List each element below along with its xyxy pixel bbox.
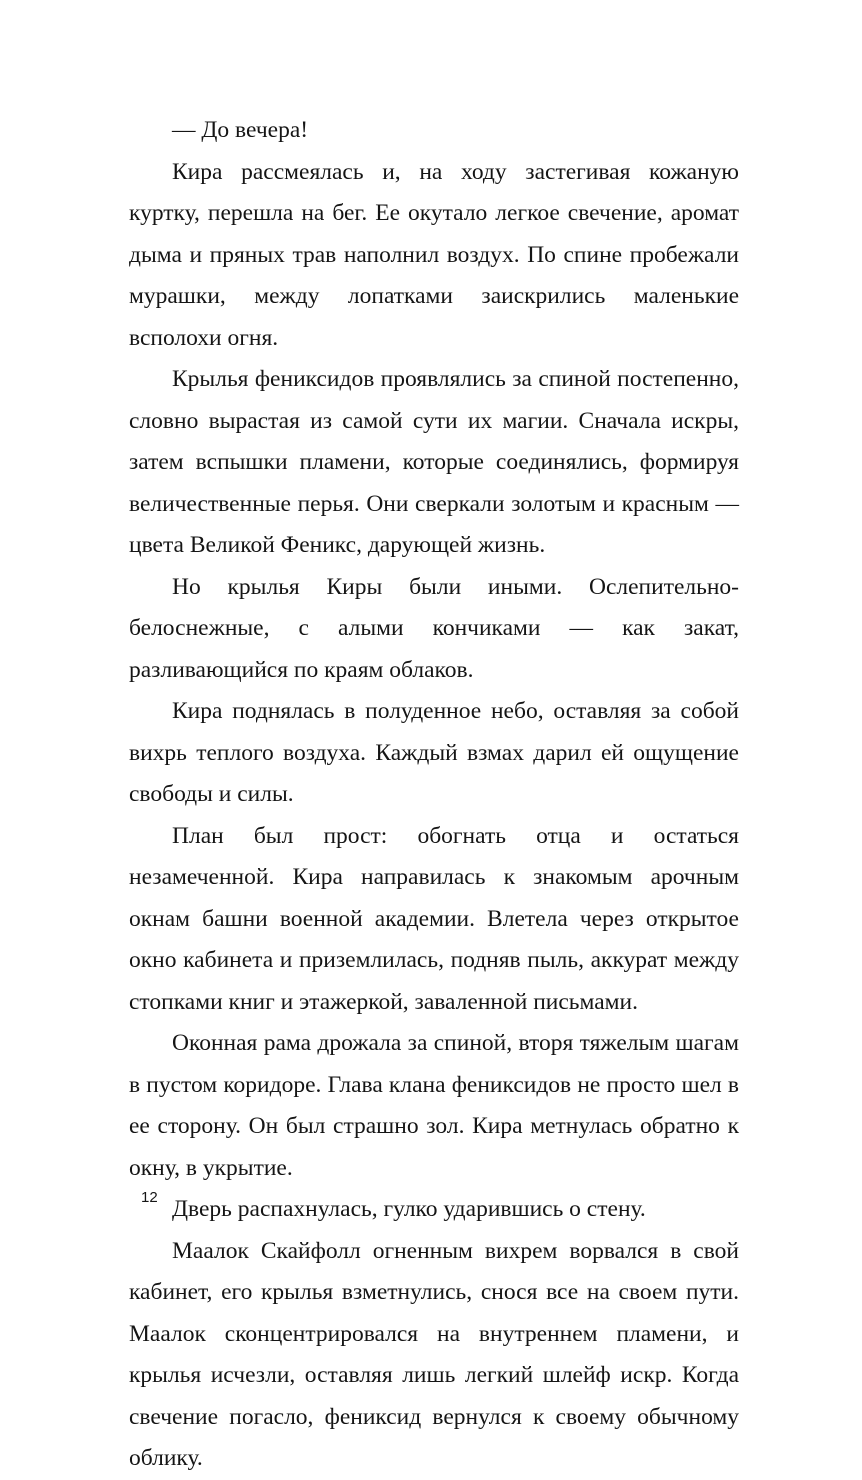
paragraph-2: Кира рассмеялась и, на ходу застегивая кожаную куртку, перешла на бег. Ее окутало легкое свечение, аромат дыма и пряных трав наполнил воздух. По спине пробежали мурашки, между лопатками заискрились маленькие всполохи огня. — [129, 158, 739, 351]
paragraph-7: Оконная рама дрожала за спиной, вторя тяжелым шагам в пустом коридоре. Глава клана фениксидов не просто шел в ее сторону. Он был страшно зол. Кира метнулась обратно к окну, в укрытие. — [129, 1030, 739, 1181]
paragraph-4: Но крылья Киры были иными. Ослепительно-белоснежные, с алыми кончиками — как закат, разливающийся по краям облаков. — [129, 573, 739, 683]
paragraph-6: План был прост: обогнать отца и остаться незамеченной. Кира направилась к знакомым арочным окнам башни военной академии. Влетела через открытое окно кабинета и приземлилась, подняв пыль, аккурат между стопками книг и этажеркой, заваленной письмами. — [129, 822, 739, 1015]
paragraph-1: — До вечера! — [172, 117, 309, 143]
body-text — [129, 110, 739, 1480]
paragraph-3: Крылья фениксидов проявлялись за спиной постепенно, словно вырастая из самой сути их магии. Сначала искры, затем вспышки пламени, которые соединялись, формируя величественные перья. Они сверкали золотым и красным — цвета Великой Феникс, дарующей жизнь. — [129, 366, 739, 558]
paragraph-8: Дверь распахнулась, гулко ударившись о стену. — [172, 1196, 646, 1222]
paragraph-9: Маалок Скайфолл огненным вихрем ворвался в свой кабинет, его крылья взметнулись, снося все на своем пути. Маалок сконцентрировался на внутреннем пламени, и крылья исчезли, оставляя лишь легкий шлейф искр. Когда свечение погасло, фениксид вернулся к своему обычному облику. — [129, 1237, 739, 1471]
paragraph-5: Кира поднялась в полуденное небо, оставляя за собой вихрь теплого воздуха. Каждый взмах дарил ей ощущение свободы и силы. — [129, 698, 739, 807]
page-number: 12 — [141, 1189, 158, 1206]
